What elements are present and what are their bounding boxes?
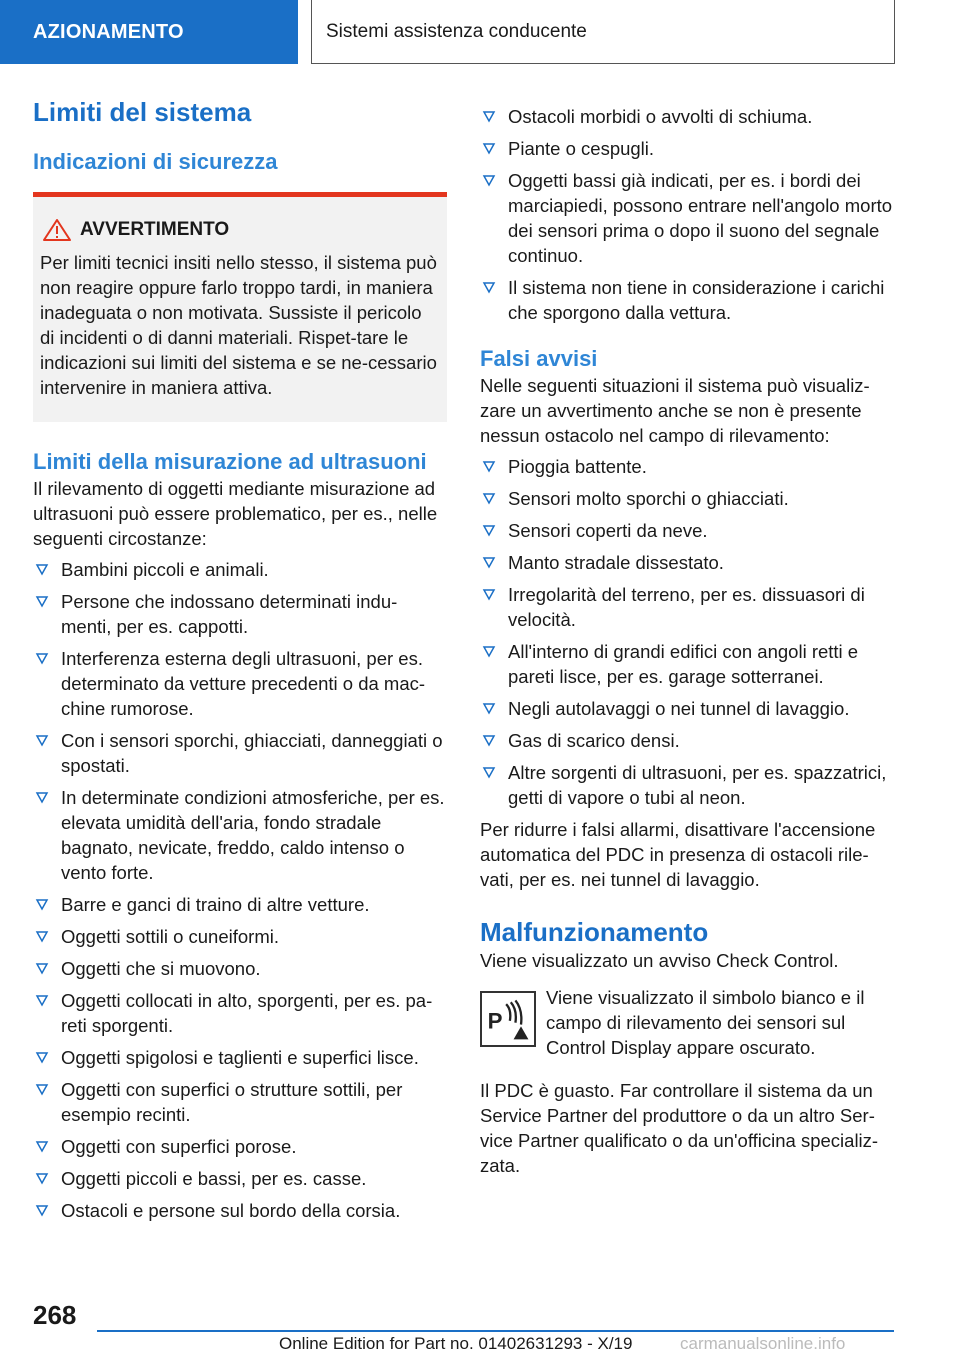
list-item: Oggetti sottili o cuneiformi. bbox=[33, 924, 447, 949]
triangle-bullet-icon bbox=[35, 928, 49, 944]
triangle-bullet-icon bbox=[482, 172, 496, 188]
ultrasound-intro: Il rilevamento di oggetti mediante misurazione ad ultrasuoni può essere problematico, per es., nelle seguenti circostanze: bbox=[33, 478, 438, 549]
svg-text:P: P bbox=[487, 1008, 503, 1034]
triangle-bullet-icon bbox=[35, 1170, 49, 1186]
triangle-bullet-icon bbox=[35, 1138, 49, 1154]
triangle-bullet-icon bbox=[482, 643, 496, 659]
triangle-bullet-icon bbox=[482, 732, 496, 748]
list-item: Il sistema non tiene in considerazione i carichi che sporgono dalla vettura. bbox=[480, 275, 896, 325]
list-item: Irregolarità del terreno, per es. dissuasori di velocità. bbox=[480, 582, 896, 632]
false-alarms-outro: Per ridurre i falsi allarmi, disattivare l'accensione automatica del PDC in presenza di ostacoli rile-vati, per es. nei tunnel di lavaggio. bbox=[480, 819, 876, 890]
section-tab: AZIONAMENTO bbox=[0, 0, 298, 64]
triangle-bullet-icon bbox=[35, 896, 49, 912]
left-column bbox=[33, 96, 447, 1230]
triangle-bullet-icon bbox=[482, 458, 496, 474]
list-item: Persone che indossano determinati indu-menti, per es. cappotti. bbox=[33, 589, 447, 639]
malfunction-heading: Malfunzionamento bbox=[480, 917, 709, 947]
malfunction-symbol-row bbox=[480, 985, 896, 1060]
list-item: Oggetti spigolosi e taglienti e superfici lisce. bbox=[33, 1045, 447, 1070]
triangle-bullet-icon bbox=[35, 1081, 49, 1097]
list-item: Altre sorgenti di ultrasuoni, per es. spazzatrici, getti di vapore o tubi al neon. bbox=[480, 760, 896, 810]
list-item: Manto stradale dissestato. bbox=[480, 550, 896, 575]
triangle-bullet-icon bbox=[482, 108, 496, 124]
ultrasound-list-continued bbox=[480, 104, 896, 325]
list-item: Interferenza esterna degli ultrasuoni, per es. determinato da vetture precedenti o da mac-chine rumorose. bbox=[33, 646, 447, 721]
warning-header bbox=[40, 217, 439, 242]
list-item: Oggetti bassi già indicati, per es. i bordi dei marciapiedi, possono entrare nell'angolo morto dei sensori prima o dopo il suono del segnale continuo. bbox=[480, 168, 896, 268]
triangle-bullet-icon bbox=[35, 1202, 49, 1218]
page-number: 268 bbox=[33, 1300, 77, 1330]
list-item: Oggetti che si muovono. bbox=[33, 956, 447, 981]
warning-text: Per limiti tecnici insiti nello stesso, il sistema può non reagire oppure farlo troppo tardi, in maniera inadeguata o non motivata. Sussiste il pericolo di incidenti o di danni materiali. Rispet-tare le indicazioni sui limiti del sistema e se ne-cessario intervenire in maniera attiva. bbox=[40, 252, 437, 398]
list-item: Barre e ganci di traino di altre vetture. bbox=[33, 892, 447, 917]
list-item: Oggetti piccoli e bassi, per es. casse. bbox=[33, 1166, 447, 1191]
triangle-bullet-icon bbox=[482, 586, 496, 602]
malfunction-outro: Il PDC è guasto. Far controllare il sistema da un Service Partner del produttore o da un altro Ser-vice Partner qualificato o da un'officina specializ-zata. bbox=[480, 1080, 879, 1176]
triangle-bullet-icon bbox=[35, 732, 49, 748]
triangle-bullet-icon bbox=[35, 593, 49, 609]
chapter-title: Sistemi assistenza conducente bbox=[311, 0, 895, 64]
edition-text: Online Edition for Part no. 01402631293 - X/19 bbox=[279, 1334, 633, 1353]
list-item: In determinate condizioni atmosferiche, per es. elevata umidità dell'aria, fondo stradale bagnato, nevicate, freddo, caldo intenso o vento forte. bbox=[33, 785, 447, 885]
false-alarms-list bbox=[480, 454, 896, 810]
section-title: Limiti del sistema bbox=[33, 97, 252, 127]
list-item: Sensori molto sporchi o ghiacciati. bbox=[480, 486, 896, 511]
list-item: All'interno di grandi edifici con angoli retti e pareti lisce, per es. garage sotterranei. bbox=[480, 639, 896, 689]
triangle-bullet-icon bbox=[35, 992, 49, 1008]
list-item: Piante o cespugli. bbox=[480, 136, 896, 161]
false-alarms-heading: Falsi avvisi bbox=[480, 346, 598, 371]
triangle-bullet-icon bbox=[482, 279, 496, 295]
malfunction-intro: Viene visualizzato un avviso Check Control. bbox=[480, 950, 839, 971]
triangle-bullet-icon bbox=[35, 650, 49, 666]
pdc-fault-icon bbox=[480, 991, 536, 1047]
warning-label: AVVERTIMENTO bbox=[80, 219, 230, 240]
triangle-bullet-icon bbox=[35, 561, 49, 577]
list-item: Oggetti collocati in alto, sporgenti, per es. pa-reti sporgenti. bbox=[33, 988, 447, 1038]
right-column bbox=[480, 104, 896, 1178]
list-item: Sensori coperti da neve. bbox=[480, 518, 896, 543]
list-item: Oggetti con superfici o strutture sottili, per esempio recinti. bbox=[33, 1077, 447, 1127]
triangle-bullet-icon bbox=[35, 789, 49, 805]
malfunction-symbol-text: Viene visualizzato il simbolo bianco e il campo di rilevamento dei sensori sul Control Display appare oscurato. bbox=[546, 987, 865, 1058]
footer-divider bbox=[97, 1330, 894, 1332]
triangle-bullet-icon bbox=[35, 960, 49, 976]
triangle-bullet-icon bbox=[482, 764, 496, 780]
list-item: Pioggia battente. bbox=[480, 454, 896, 479]
list-item: Bambini piccoli e animali. bbox=[33, 557, 447, 582]
list-item: Negli autolavaggi o nei tunnel di lavaggio. bbox=[480, 696, 896, 721]
watermark: carmanualsonline.info bbox=[680, 1334, 846, 1353]
triangle-bullet-icon bbox=[482, 140, 496, 156]
ultrasound-heading: Limiti della misurazione ad ultrasuoni bbox=[33, 449, 427, 474]
safety-heading: Indicazioni di sicurezza bbox=[33, 149, 278, 174]
triangle-bullet-icon bbox=[482, 700, 496, 716]
ultrasound-list bbox=[33, 557, 447, 1223]
triangle-bullet-icon bbox=[482, 522, 496, 538]
list-item: Con i sensori sporchi, ghiacciati, danneggiati o spostati. bbox=[33, 728, 447, 778]
list-item: Gas di scarico densi. bbox=[480, 728, 896, 753]
triangle-bullet-icon bbox=[35, 1049, 49, 1065]
triangle-bullet-icon bbox=[482, 490, 496, 506]
false-alarms-intro: Nelle seguenti situazioni il sistema può visualiz-zare un avvertimento anche se non è presente nessun ostacolo nel campo di rilevamento: bbox=[480, 375, 870, 446]
warning-triangle-icon bbox=[42, 218, 72, 242]
warning-box bbox=[33, 192, 447, 422]
triangle-bullet-icon bbox=[482, 554, 496, 570]
list-item: Oggetti con superfici porose. bbox=[33, 1134, 447, 1159]
list-item: Ostacoli morbidi o avvolti di schiuma. bbox=[480, 104, 896, 129]
list-item: Ostacoli e persone sul bordo della corsia. bbox=[33, 1198, 447, 1223]
